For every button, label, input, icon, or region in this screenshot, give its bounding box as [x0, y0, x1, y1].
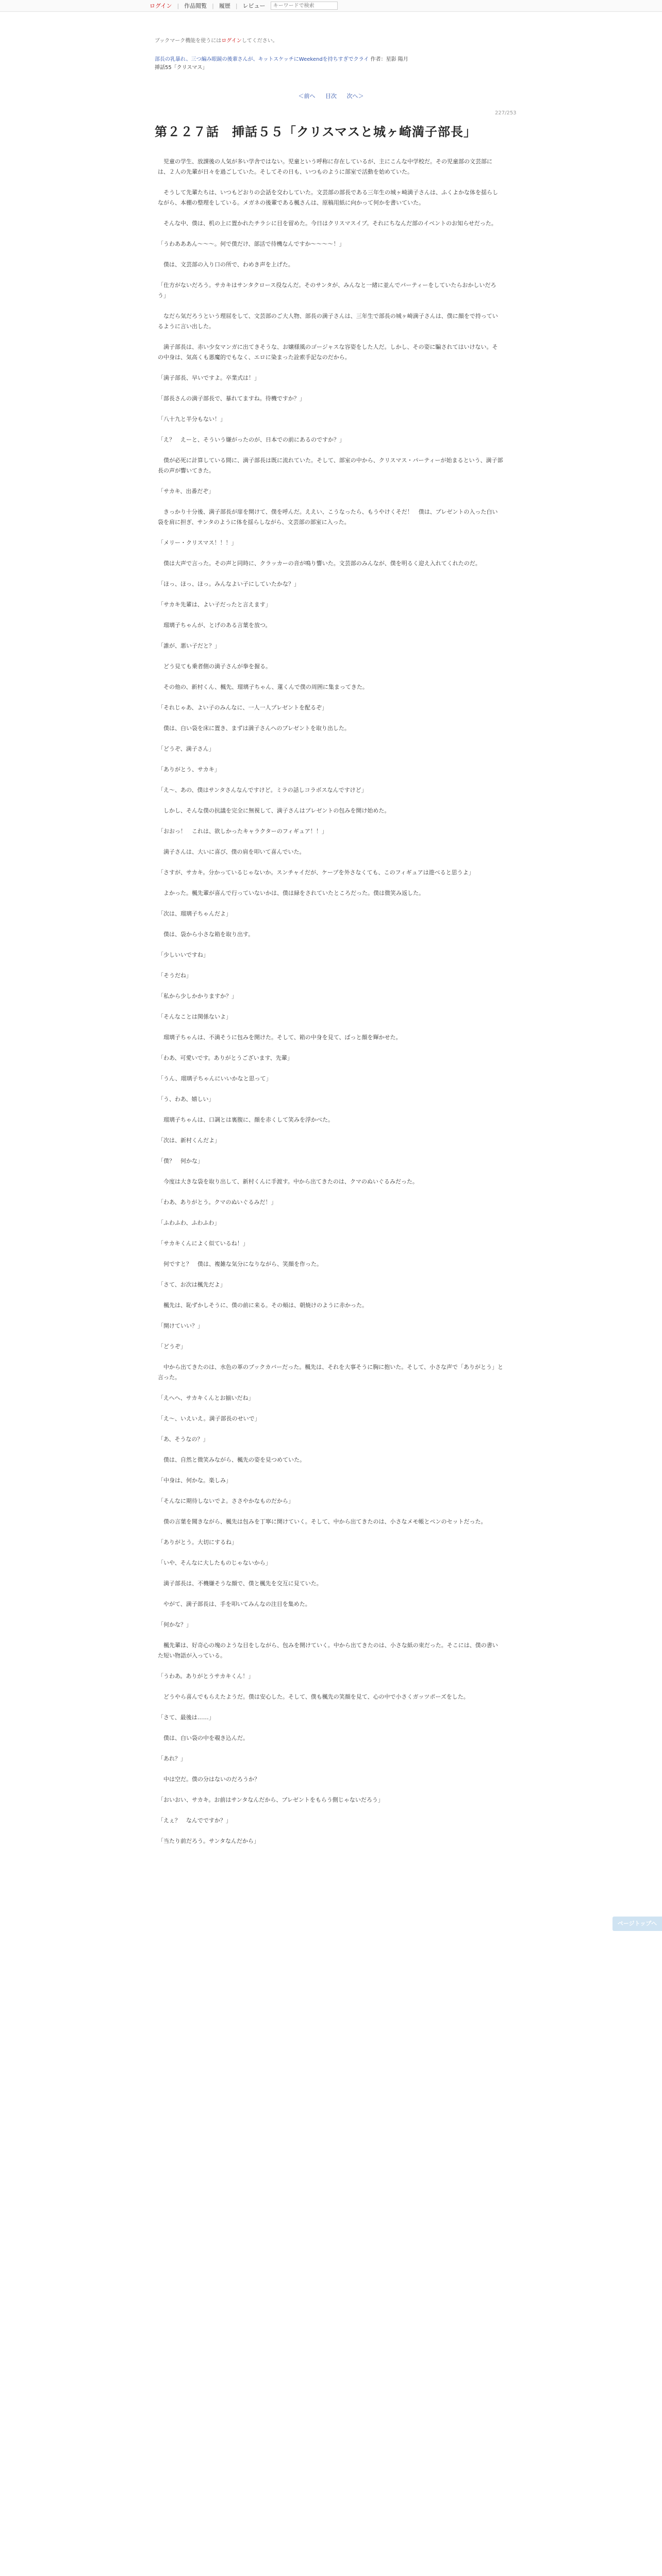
novel-paragraph: 「ありがとう、サカキ」: [158, 766, 220, 773]
novel-paragraph: 僕は、文芸部の入り口の所で、わめき声を上げた。: [158, 261, 294, 268]
novel-paragraph: 「それじゃあ、よい子のみんなに、一人一人プレゼントを配るぞ」: [158, 704, 328, 711]
novel-paragraph: 「そんなに期待しないでよ。ささやかなものだから」: [158, 1498, 294, 1504]
novel-paragraph: 「わあ、可愛いです。ありがとうございます、先輩」: [158, 1055, 293, 1061]
novel-paragraph: 「どうぞ」: [158, 1343, 186, 1350]
novel-paragraph: 「さて、お次は楓先だよ」: [158, 1281, 226, 1288]
novel-paragraph: 「おいおい、サカキ。お前はサンタなんだから、プレゼントをもらう側じゃないだろう」: [158, 1797, 384, 1803]
novel-paragraph: しかし、そんな僕の抗議を完全に無視して、満子さんはプレゼントの包みを開け始めた。: [158, 807, 390, 814]
novel-paragraph: 「うわあああん～～～。何で僕だけ、部活で待機なんですか～～～～！」: [158, 241, 345, 247]
novel-paragraph: 僕は、白い袋の中を覗き込んだ。: [158, 1735, 249, 1741]
next-episode-link[interactable]: 次へ＞: [346, 93, 364, 99]
breadcrumb: [155, 55, 516, 62]
novel-paragraph: 「少しいいですね」: [158, 952, 209, 958]
novel-paragraph: 楓先輩は、好奇心の塊のような目をしながら、包みを開けていく。中から出てきたのは、小さな紙の束だった。そこには、僕の書いた短い物語が入っている。: [158, 1642, 498, 1659]
novel-paragraph: 「どうぞ、満子さん」: [158, 745, 214, 752]
nav-history[interactable]: 履歴: [219, 3, 230, 9]
novel-paragraph: 楓先は、恥ずかしそうに、僕の前に来る。その頬は、朝焼けのように赤かった。: [158, 1302, 368, 1309]
nav-browse-works[interactable]: 作品閲覧: [184, 3, 207, 9]
search-input[interactable]: [271, 2, 338, 10]
novel-paragraph: 「サカキ先輩は、よい子だったと言えます」: [158, 601, 271, 608]
novel-paragraph: 「ありがとう。大切にするね」: [158, 1539, 237, 1546]
novel-paragraph: 中は空だ。僕の分はないのだろうか？: [158, 1776, 260, 1783]
nav-separator: |: [235, 2, 238, 9]
novel-paragraph: 瑠璃子ちゃんは、口調とは裏腹に、顔を赤くして笑みを浮かべた。: [158, 1116, 334, 1123]
nav-reviews[interactable]: レビュー: [242, 3, 266, 9]
novel-paragraph: なだら気だろうという理屈をして、文芸部のご大人物、部長の満子さんは、三年生で部長の城ヶ崎満子さんは、僕に顔をで持っているように言い出した。: [158, 313, 498, 330]
novel-paragraph: 「サカキくんによく似ているね！」: [158, 1240, 249, 1247]
novel-paragraph: 満子さんは、大いに喜び、僕の肩を叩いて喜んでいた。: [158, 849, 305, 855]
novel-paragraph: どうやら喜んでもらえたようだ。僕は安心した。そして、僕も楓先の笑顔を見て、心の中で小さくガッツポーズをした。: [158, 1693, 469, 1700]
notice-login-link[interactable]: ログイン: [221, 38, 242, 44]
novel-paragraph: 「部長さんの満子部長で、暴れてますね。待機ですか？」: [158, 395, 305, 402]
novel-paragraph: 僕は、自然と微笑みながら、楓先の姿を見つめていた。: [158, 1456, 305, 1463]
episode-pager: [0, 92, 662, 100]
novel-paragraph: どう見ても乗者側の満子さんが拳を握る。: [158, 663, 271, 670]
novel-paragraph: 僕は、白い袋を床に置き、まずは満子さんへのプレゼントを取り出した。: [158, 725, 350, 732]
novel-paragraph: 「うん、瑠璃子ちゃんにいいかなと思って」: [158, 1075, 272, 1082]
top-navigation-bar: [0, 0, 662, 12]
episode-subtitle: 挿話55「クリスマス」: [155, 65, 208, 71]
novel-paragraph: その他の、新村くん、楓先、瑠璃子ちゃん、蓮くんで僕の周囲に集まってきた。: [158, 684, 368, 690]
novel-paragraph: 僕は、袋から小さな箱を取り出す。: [158, 931, 254, 938]
novel-paragraph: 「うわあ。ありがとうサカキくん！」: [158, 1673, 254, 1680]
novel-paragraph: 「さすが、サカキ。分かっているじゃないか。スンチャイだが、ケープを外さなくても、このフィギュアは遊べると思うよ」: [158, 869, 474, 876]
novel-paragraph: 「次は、瑠璃子ちゃんだよ」: [158, 910, 231, 917]
novel-paragraph: 「ふわふわ、ふわふわ」: [158, 1219, 220, 1226]
novel-paragraph: 「そんなことは関係ないよ」: [158, 1013, 231, 1020]
novel-paragraph: 「ほっ、ほっ、ほっ。みんなよい子にしていたかな？」: [158, 581, 300, 587]
novel-paragraph: 「仕方がないだろう。サカキはサンタクロース役なんだ。そのサンタが、みんなと一緒に並んでパーティーをしていたらおかしいだろう」: [158, 282, 496, 299]
novel-paragraph: 瑠璃子ちゃんは、不満そうに包みを開けた。そして、箱の中身を見て、ぱっと顔を輝かせた。: [158, 1034, 402, 1041]
novel-paragraph: 「えぇ？ なんでですか？」: [158, 1817, 231, 1824]
novel-paragraph: 「中身は、何かな。楽しみ」: [158, 1477, 231, 1484]
novel-paragraph: 「え～、あの、僕はサンタさんなんですけど。ミラの話しコラボスなんですけど」: [158, 787, 367, 793]
chapter-title: 第２２７話 挿話５５「クリスマスと城ヶ崎満子部長」: [155, 124, 477, 139]
novel-paragraph: 「当たり前だろう。サンタなんだから」: [158, 1838, 260, 1844]
notice-suffix: してください。: [241, 38, 278, 44]
page-top-button[interactable]: ページトップへ: [613, 1917, 662, 1931]
novel-paragraph: 瑠璃子ちゃんが、とげのある言葉を放つ。: [158, 622, 271, 629]
novel-paragraph: 「そうだね」: [158, 972, 192, 979]
bookmark-notice: [155, 36, 278, 44]
novel-paragraph: 「メリー・クリスマス！！！」: [158, 539, 237, 546]
novel-paragraph: 「わあ、ありがとう。クマのぬいぐるみだ！」: [158, 1199, 277, 1206]
novel-paragraph: 「さて、最後は……」: [158, 1714, 214, 1721]
novel-paragraph: 僕が必死に計算している間に、満子部長は既に流れていた。そして、部室の中から、クリスマス・パーティーが始まるという、満子部長の声が響いてきた。: [158, 457, 503, 474]
page-number: 227/253: [495, 110, 517, 116]
novel-paragraph: 「八十九と半分もない！」: [158, 416, 226, 422]
nav-separator: |: [212, 2, 214, 9]
novel-paragraph: きっかり十分後、満子部長が扉を開けて、僕を呼んだ。ええい、こうなったら、もうやけくそだ！ 僕は、プレゼントの入った白い袋を肩に担ぎ、サンタのように体を揺らしながら、文芸部の部室に入った。: [158, 509, 498, 526]
novel-paragraph: 児童の学生、放課後の人気が多い学舎ではない。児童という呼称に存在しているが、主にこんな中学校だ。その児童部の文芸部には、２人の先輩が日々を過ごしていた。そしてその日も、いつものように部室で活動を始めていた。: [158, 158, 492, 175]
novel-paragraph: よかった。楓先輩が喜んで行っていないかは、僕は緑をされていたところだった。僕は微笑み返した。: [158, 890, 424, 896]
novel-paragraph: 「私から少しかかりますか？」: [158, 993, 237, 999]
novel-paragraph: 今度は大きな袋を取り出して、新村くんに手渡す。中から出てきたのは、クマのぬいぐるみだった。: [158, 1178, 418, 1185]
novel-paragraph: 満子部長は、不機嫌そうな顔で、僕と楓先を交互に見ていた。: [158, 1580, 322, 1587]
work-title-link[interactable]: 部長の乳暴れ、三つ編み眼鏡の後輩さんが、キットスケッチにWeekendを持ちすぎでクライ: [155, 57, 369, 62]
novel-paragraph: 「開けていい？」: [158, 1323, 203, 1329]
author-name[interactable]: 作者：星影 陽月: [370, 57, 408, 62]
novel-paragraph: 「おおっ！ これは、欲しかったキャラクターのフィギュア！！」: [158, 828, 327, 835]
novel-paragraph: 何ですと？ 僕は、複雑な気分になりながら、笑顔を作った。: [158, 1261, 322, 1267]
login-link[interactable]: ログイン: [150, 3, 172, 9]
novel-paragraph: やがて、満子部長は、手を叩いてみんなの注目を集めた。: [158, 1601, 311, 1607]
table-of-contents-link[interactable]: 目次: [325, 93, 337, 99]
novel-paragraph: 「次は、新村くんだよ」: [158, 1137, 220, 1144]
novel-paragraph: 満子部長は、赤い少女マンガに出てきそうな、お嬢様風のゴージャスな容姿をした人だ。しかし、その姿に騙されてはいけない。その中身は、気高くも悪魔的でもなく、エロに染まった詮索手記なのだから。: [158, 344, 498, 361]
novel-paragraph: 「誰が、悪い子だと？」: [158, 642, 220, 649]
novel-paragraph: 「サカキ、出番だぞ」: [158, 488, 214, 495]
novel-paragraph: 「えへへ、サカキくんとお揃いだね」: [158, 1395, 254, 1401]
novel-paragraph: 「え～、いえいえ。満子部長のせいで」: [158, 1415, 260, 1422]
novel-paragraph: 「何かな？」: [158, 1621, 192, 1628]
novel-paragraph: 中から出てきたのは、水色の革のブックカバーだった。楓先は、それを大事そうに胸に抱いた。そして、小さな声で「ありがとう」と言った。: [158, 1364, 504, 1381]
novel-paragraph: 「あれ？」: [158, 1755, 186, 1762]
novel-paragraph: 僕は大声で言った。その声と同時に、クラッカーの音が鳴り響いた。文芸部のみんなが、僕を明るく迎え入れてくれたのだ。: [158, 560, 481, 567]
novel-paragraph: 「いや、そんなに大したものじゃないから」: [158, 1560, 271, 1566]
novel-paragraph: そうして先輩たちは、いつもどおりの会話を交わしていた。文芸部の部長である三年生の城ヶ崎満子さんは、ふくよかな体を揺らしながら、本棚の整理をしている。メガネの後輩である楓さんは、原稿用紙に向かって何かを書いていた。: [158, 189, 498, 206]
novel-paragraph: 「あ、そうなの？」: [158, 1436, 209, 1443]
novel-body: [158, 157, 503, 1857]
novel-paragraph: そんな中、僕は、机の上に置かれたチラシに目を留めた。今日はクリスマスイブ。それにちなんだ部のイベントのお知らせだった。: [158, 220, 497, 227]
prev-episode-link[interactable]: ＜前へ: [298, 93, 316, 99]
novel-paragraph: 「う、わあ、嬉しい」: [158, 1096, 214, 1103]
novel-paragraph: 僕の言葉を聞きながら、楓先は包みを丁寧に開けていく。そして、中から出てきたのは、小さなメモ帳とペンのセットだった。: [158, 1518, 487, 1525]
notice-prefix: ブックマーク機能を使うには: [155, 38, 222, 44]
novel-paragraph: 「え？ えーと、そういう嫌がったのが、日本での前にあるのですか？」: [158, 436, 345, 443]
novel-paragraph: 「満子部長、早いですよ。卒業式は！」: [158, 375, 260, 381]
novel-paragraph: 「僕？ 何かな」: [158, 1158, 203, 1164]
nav-separator: |: [177, 2, 179, 9]
